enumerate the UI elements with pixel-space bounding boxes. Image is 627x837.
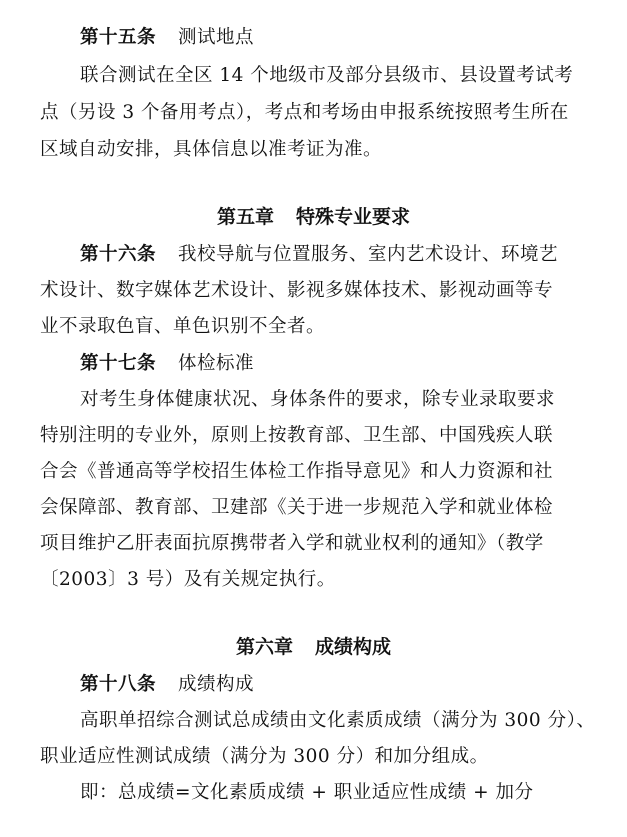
chapter-6-title: 成绩构成	[315, 636, 392, 658]
paragraph-line: 项目维护乙肝表面抗原携带者入学和就业权利的通知》（教学	[40, 533, 544, 554]
article-18-title: 成绩构成	[178, 674, 255, 695]
article-15-label: 第十五条	[80, 27, 157, 48]
paragraph-line: 高职单招综合测试总成绩由文化素质成绩（满分为 300 分）、	[80, 710, 596, 731]
paragraph-line: 点（另设 3 个备用考点），考点和考场由申报系统按照考生所在	[40, 102, 569, 123]
chapter-5-heading	[0, 199, 627, 235]
paragraph-line: 区域自动安排，具体信息以准考证为准。	[40, 139, 383, 160]
paragraph-line: 合会《普通高等学校招生体检工作指导意见》和人力资源和社	[40, 461, 554, 482]
article-15-heading	[80, 20, 600, 56]
paragraph-line: 会保障部、教育部、卫建部《关于进一步规范入学和就业体检	[40, 497, 554, 518]
chapter-6-heading	[0, 629, 627, 665]
paragraph-line: 特别注明的专业外，原则上按教育部、卫生部、中国残疾人联	[40, 425, 554, 446]
paragraph-line: 术设计、数字媒体艺术设计、影视多媒体技术、影视动画等专	[40, 280, 554, 301]
article-18-heading	[80, 667, 600, 703]
article-17-label: 第十七条	[80, 353, 157, 374]
chapter-5-title: 特殊专业要求	[296, 206, 411, 228]
article-17-heading	[80, 346, 600, 382]
paragraph-line: 联合测试在全区 14 个地级市及部分县级市、县设置考试考	[80, 65, 574, 86]
chapter-5-number: 第五章	[216, 206, 274, 228]
formula-line: 即：总成绩=文化素质成绩 + 职业适应性成绩 + 加分	[80, 782, 534, 803]
paragraph-line: 〔2003〕3 号）及有关规定执行。	[40, 569, 336, 590]
chapter-6-number: 第六章	[235, 636, 293, 658]
paragraph-line: 我校导航与位置服务、室内艺术设计、环境艺	[178, 244, 559, 265]
article-16-label: 第十六条	[80, 244, 157, 265]
paragraph-line: 业不录取色盲、单色识别不全者。	[40, 316, 326, 337]
article-15-title: 测试地点	[178, 27, 255, 48]
paragraph-line: 职业适应性测试成绩（满分为 300 分）和加分组成。	[40, 746, 489, 767]
article-18-label: 第十八条	[80, 674, 157, 695]
article-17-title: 体检标准	[178, 353, 255, 374]
article-16-paragraph-start	[80, 237, 600, 273]
paragraph-line: 对考生身体健康状况、身体条件的要求，除专业录取要求	[80, 389, 556, 410]
